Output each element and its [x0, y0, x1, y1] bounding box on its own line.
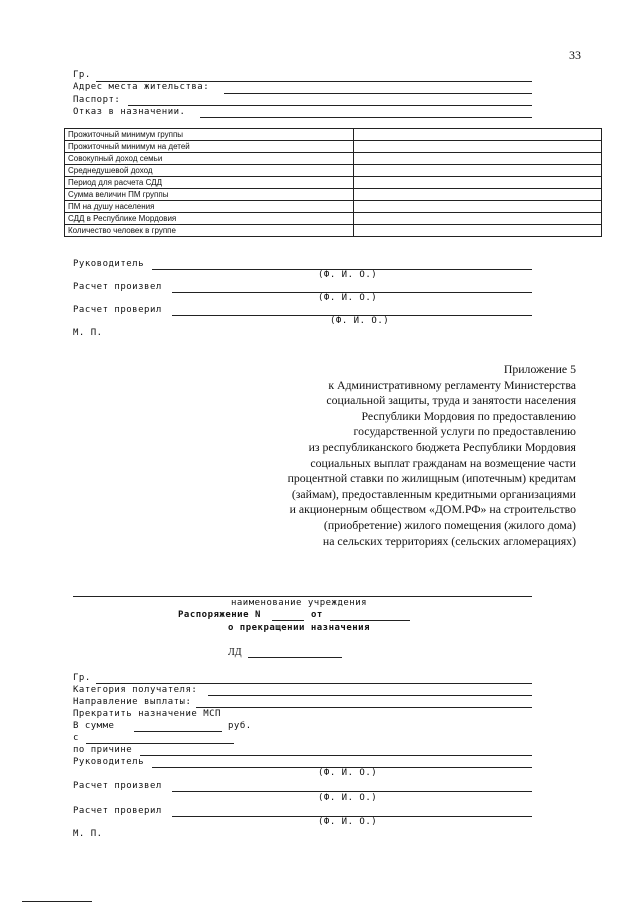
refusal-label: Отказ в назначении.: [73, 107, 186, 117]
reason-label: по причине: [73, 745, 133, 755]
appendix-line: социальных выплат гражданам на возмещение части: [310, 455, 576, 470]
table-cell-value: [354, 141, 602, 153]
table-row: [65, 201, 602, 213]
table-cell-label: ПМ на душу населения: [65, 201, 354, 213]
table-cell-label: Прожиточный минимум на детей: [65, 141, 354, 153]
passport-line: [128, 105, 532, 106]
address-line: [224, 93, 532, 94]
table-row: [65, 129, 602, 141]
appendix-line: Республики Мордовия по предоставлению: [361, 408, 576, 423]
table-cell-value: [354, 225, 602, 237]
stamp-label-2: М. П.: [73, 829, 103, 839]
calc-made-label-2: Расчет произвел: [73, 781, 162, 791]
appendix-line: на сельских территориях (сельских агломерациях): [322, 533, 576, 548]
table-cell-label: СДД в Республике Мордовия: [65, 213, 354, 225]
order-label: Распоряжение N: [178, 610, 261, 620]
order-date-line: [330, 620, 410, 621]
appendix-line: (займам), предоставленным кредитными организациями: [291, 486, 576, 501]
category-line: [208, 695, 532, 696]
rub-label: руб.: [228, 721, 252, 731]
order-number-line: [272, 620, 304, 621]
appendix-line: (приобретение) жилого помещения (жилого дома): [323, 517, 576, 532]
table-row: [65, 165, 602, 177]
table-cell-value: [354, 177, 602, 189]
table-row: [65, 189, 602, 201]
table-row: [65, 153, 602, 165]
table-cell-label: Период для расчета СДД: [65, 177, 354, 189]
head-label: Руководитель: [73, 259, 145, 269]
appendix-line: из республиканского бюджета Республики Мордовия: [308, 439, 576, 454]
calculation-table: [64, 128, 602, 237]
footnote-separator: [22, 901, 92, 902]
appendix-line: социальной защиты, труда и занятости населения: [326, 393, 576, 408]
table-cell-label: Количество человек в группе: [65, 225, 354, 237]
calc-checked-label-2: Расчет проверил: [73, 806, 162, 816]
refusal-line: [200, 117, 532, 118]
citizen-label-2: Гр.: [73, 673, 91, 683]
order-from-label: от: [311, 610, 323, 620]
citizen-label: Гр.: [73, 70, 91, 80]
calc-made-label: Расчет произвел: [73, 282, 162, 292]
table-cell-value: [354, 189, 602, 201]
appendix-line: государственной услуги по предоставлению: [353, 424, 576, 439]
page-number: 33: [569, 48, 581, 62]
table-cell-value: [354, 165, 602, 177]
fio-caption: (Ф. И. О.): [330, 316, 390, 326]
address-label: Адрес места жительства:: [73, 82, 210, 92]
institution-caption: наименование учреждения: [230, 598, 368, 608]
appendix-line: процентной ставки по жилищным (ипотечным) кредитам: [287, 471, 576, 486]
termination-title: о прекращении назначения: [227, 623, 371, 633]
passport-label: Паспорт:: [73, 95, 121, 105]
table-row: [65, 177, 602, 189]
ld-line: [248, 657, 342, 658]
stamp-label: М. П.: [73, 328, 103, 338]
table-cell-label: Сумма величин ПМ группы: [65, 189, 354, 201]
table-cell-value: [354, 129, 602, 141]
appendix-line: к Административному регламенту Министерства: [328, 377, 576, 392]
payment-direction-line: [196, 707, 532, 708]
appendix-line: и акционерным обществом «ДОМ.РФ» на строительство: [289, 502, 576, 517]
table-cell-label: Прожиточный минимум группы: [65, 129, 354, 141]
table-cell-label: Среднедушевой доход: [65, 165, 354, 177]
category-label: Категория получателя:: [73, 685, 198, 695]
table-cell-label: Совокупный доход семьи: [65, 153, 354, 165]
from-date-label: с: [73, 733, 79, 743]
citizen-line-2: [96, 683, 532, 684]
fio-caption: (Ф. И. О.): [318, 270, 378, 280]
reason-line: [140, 755, 532, 756]
table-row: [65, 141, 602, 153]
stop-label: Прекратить назначение МСП: [73, 709, 221, 719]
table-cell-value: [354, 153, 602, 165]
fio-caption: (Ф. И. О.): [318, 793, 378, 803]
from-date-line: [86, 743, 234, 744]
amount-label: В сумме: [73, 721, 115, 731]
head-label-2: Руководитель: [73, 757, 145, 767]
appendix-line: Приложение 5: [503, 362, 576, 376]
fio-caption: (Ф. И. О.): [318, 293, 378, 303]
table-cell-value: [354, 201, 602, 213]
table-cell-value: [354, 213, 602, 225]
appendix-header: [236, 362, 576, 549]
amount-line: [134, 731, 222, 732]
table-row: [65, 213, 602, 225]
payment-direction-label: Направление выплаты:: [73, 697, 192, 707]
institution-line: [73, 596, 532, 597]
fio-caption: (Ф. И. О.): [318, 817, 378, 827]
calc-checked-label: Расчет проверил: [73, 305, 162, 315]
fio-caption: (Ф. И. О.): [318, 768, 378, 778]
calc-made-line-2: [172, 791, 532, 792]
ld-label: ЛД: [228, 647, 242, 658]
table-row: [65, 225, 602, 237]
